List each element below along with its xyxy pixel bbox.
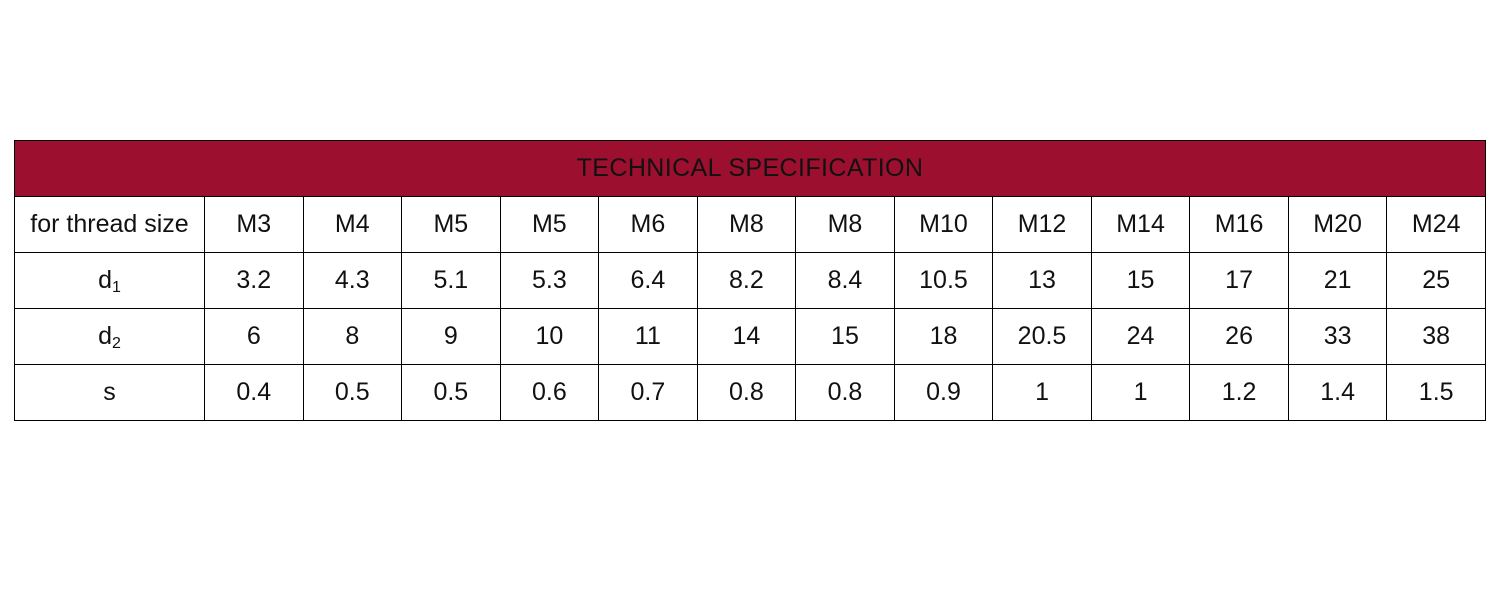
data-cell: 8.4 [796, 253, 895, 309]
table-row [15, 253, 1486, 309]
thread-size-cell: M3 [205, 197, 304, 253]
data-cell: 0.5 [402, 365, 501, 421]
data-cell: 4.3 [303, 253, 402, 309]
data-cell: 5.1 [402, 253, 501, 309]
data-cell: 26 [1190, 309, 1289, 365]
data-cell: 9 [402, 309, 501, 365]
data-cell: 0.6 [500, 365, 599, 421]
data-cell: 17 [1190, 253, 1289, 309]
thread-size-cell: M20 [1288, 197, 1387, 253]
thread-size-cell: M24 [1387, 197, 1486, 253]
data-cell: 21 [1288, 253, 1387, 309]
data-cell: 25 [1387, 253, 1486, 309]
thread-size-cell: M5 [500, 197, 599, 253]
data-cell: 3.2 [205, 253, 304, 309]
data-cell: 1 [993, 365, 1092, 421]
technical-specification-sheet [14, 140, 1486, 421]
thread-size-cell: M8 [697, 197, 796, 253]
thread-size-cell: M10 [894, 197, 993, 253]
data-cell: 24 [1091, 309, 1190, 365]
thread-size-label: for thread size [15, 197, 205, 253]
row-label-text: s [103, 378, 116, 406]
data-cell: 0.7 [599, 365, 698, 421]
row-label [15, 309, 205, 365]
data-cell: 15 [1091, 253, 1190, 309]
technical-specification-table [14, 140, 1486, 421]
data-cell: 1.2 [1190, 365, 1289, 421]
thread-size-cell: M4 [303, 197, 402, 253]
data-cell: 6.4 [599, 253, 698, 309]
data-cell: 8.2 [697, 253, 796, 309]
thread-size-cell: M6 [599, 197, 698, 253]
page-title: TECHNICAL SPECIFICATION [15, 141, 1486, 197]
thread-size-cell: M14 [1091, 197, 1190, 253]
data-cell: 20.5 [993, 309, 1092, 365]
table-row [15, 365, 1486, 421]
data-cell: 10.5 [894, 253, 993, 309]
data-cell: 1.4 [1288, 365, 1387, 421]
data-cell: 5.3 [500, 253, 599, 309]
row-label-text: d [98, 266, 112, 294]
data-cell: 13 [993, 253, 1092, 309]
row-label-subscript: 1 [112, 279, 121, 296]
thread-size-cell: M12 [993, 197, 1092, 253]
data-cell: 1.5 [1387, 365, 1486, 421]
table-row-thread-size [15, 197, 1486, 253]
data-cell: 6 [205, 309, 304, 365]
data-cell: 18 [894, 309, 993, 365]
thread-size-cell: M5 [402, 197, 501, 253]
thread-size-cell: M8 [796, 197, 895, 253]
table-title-row [15, 141, 1486, 197]
data-cell: 0.5 [303, 365, 402, 421]
data-cell: 1 [1091, 365, 1190, 421]
data-cell: 33 [1288, 309, 1387, 365]
row-label [15, 365, 205, 421]
table-row [15, 309, 1486, 365]
thread-size-cell: M16 [1190, 197, 1289, 253]
data-cell: 14 [697, 309, 796, 365]
data-cell: 0.9 [894, 365, 993, 421]
data-cell: 38 [1387, 309, 1486, 365]
data-cell: 0.4 [205, 365, 304, 421]
row-label [15, 253, 205, 309]
data-cell: 0.8 [697, 365, 796, 421]
data-cell: 11 [599, 309, 698, 365]
data-cell: 8 [303, 309, 402, 365]
row-label-text: d [98, 322, 112, 350]
data-cell: 15 [796, 309, 895, 365]
data-cell: 0.8 [796, 365, 895, 421]
row-label-subscript: 2 [112, 335, 121, 352]
data-cell: 10 [500, 309, 599, 365]
